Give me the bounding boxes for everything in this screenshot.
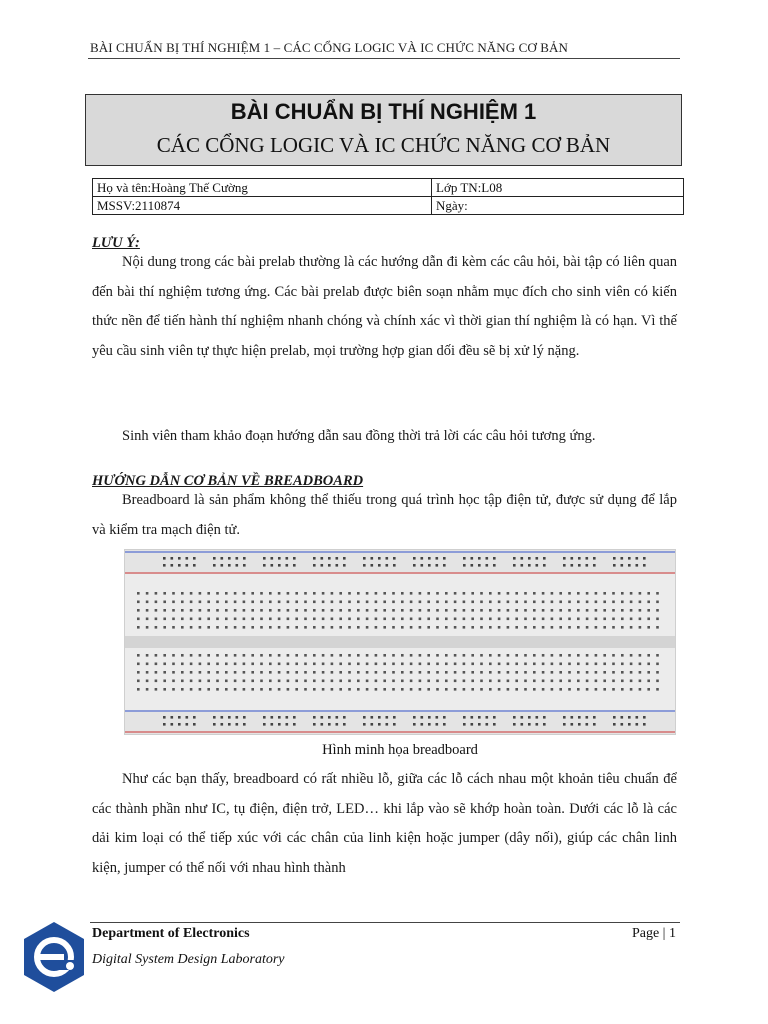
department-logo-icon <box>22 920 86 994</box>
footer-lab: Digital System Design Laboratory <box>92 952 285 967</box>
date-cell: Ngày: <box>432 197 684 215</box>
breadboard-caption: Hình minh họa breadboard <box>322 742 478 758</box>
class-cell: Lớp TN:L08 <box>432 179 684 197</box>
header-rule <box>88 58 680 59</box>
table-row <box>93 197 684 215</box>
breadboard-body: Như các bạn thấy, breadboard có rất nhiều lỗ, giữa các lỗ cách nhau một khoản tiêu chuẩn để các thành phần như IC, tụ điện, điện trở, LED… khi lắp vào sẽ khớp hoàn toàn. Dưới các lỗ là các dải kim loại có thể tiếp xúc với các chân của linh kiện hoặc jumper (dây nối), giúp các chân linh kiện, jumper có thể nối với nhau hình thành <box>92 771 677 876</box>
breadboard-illustration <box>125 550 675 734</box>
student-info-table <box>92 178 684 215</box>
breadboard-image <box>124 549 676 735</box>
breadboard-intro: Breadboard là sản phẩm không thể thiếu trong quá trình học tập điện tử, được sử dụng để lắp và kiểm tra mạch điện tử. <box>92 492 677 538</box>
page-title: BÀI CHUẨN BỊ THÍ NGHIỆM 1 <box>230 99 537 124</box>
note-paragraph-2: Sinh viên tham khảo đoạn hướng dẫn sau đồng thời trả lời các câu hỏi tương ứng. <box>122 428 596 444</box>
table-row <box>93 179 684 197</box>
title-box <box>85 94 682 166</box>
page-subtitle: CÁC CỔNG LOGIC VÀ IC CHỨC NĂNG CƠ BẢN <box>156 133 611 157</box>
breadboard-heading: HƯỚNG DẪN CƠ BẢN VỀ BREADBOARD <box>92 473 364 489</box>
footer-rule <box>90 922 680 923</box>
footer-department: Department of Electronics <box>92 926 250 941</box>
running-header: BÀI CHUẨN BỊ THÍ NGHIỆM 1 – CÁC CỔNG LOGIC VÀ IC CHỨC NĂNG CƠ BẢN <box>90 40 568 55</box>
note-heading: LƯU Ý: <box>92 235 140 251</box>
note-paragraph-1: Nội dung trong các bài prelab thường là các hướng dẫn đi kèm các câu hỏi, bài tập có liên quan đến bài thí nghiệm tương ứng. Các bài prelab được biên soạn nhằm mục đích cho sinh viên có kiến thức nền để tiến hành thí nghiệm nhanh chóng và chính xác vì thời gian thí nghiệm là có hạn. Vì thế yêu cầu sinh viên tự thực hiện prelab, mọi trường hợp gian dối đều sẽ bị xử lý nặng. <box>92 254 677 359</box>
student-name-cell: Họ và tên:Hoàng Thế Cường <box>93 179 432 197</box>
page-number: Page | 1 <box>631 926 676 941</box>
student-id-cell: MSSV:2110874 <box>93 197 432 215</box>
